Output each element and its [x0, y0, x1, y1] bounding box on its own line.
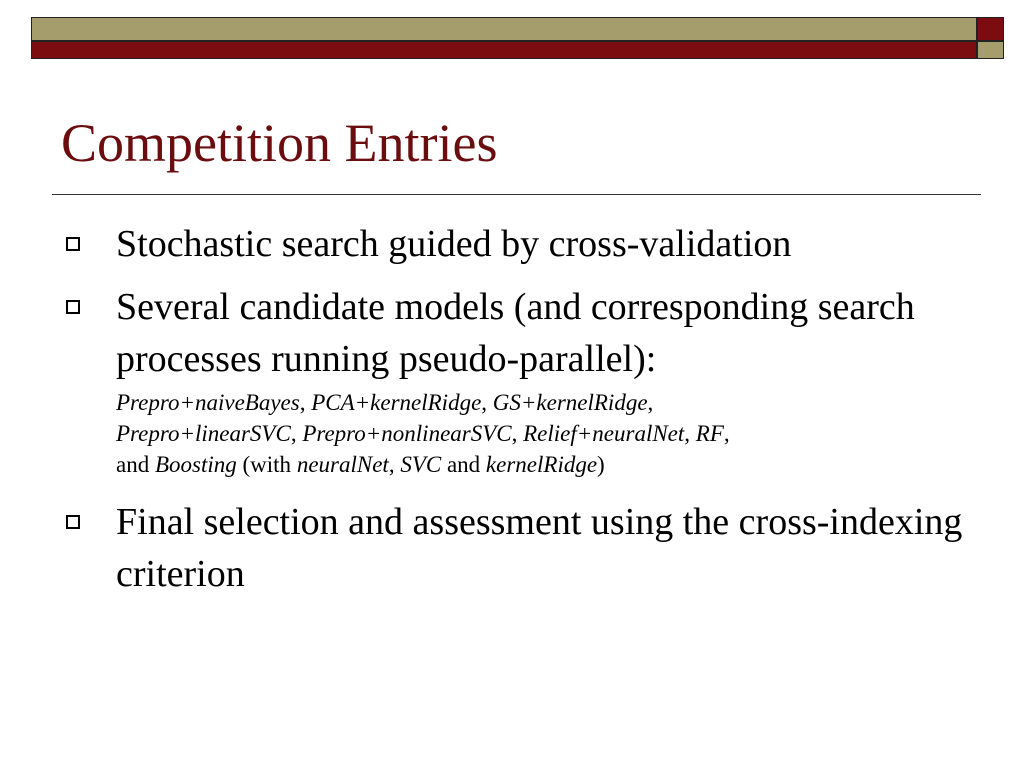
- header-square-red: [977, 17, 1004, 41]
- header-square-olive: [977, 41, 1004, 59]
- and-word: and: [446, 452, 481, 477]
- with-open: (with: [242, 452, 292, 477]
- bullet-item-2: [64, 281, 964, 480]
- square-bullet-icon: [66, 515, 80, 529]
- bullet-text: Final selection and assessment using the cross-indexing criterion: [116, 501, 963, 595]
- model-list: Prepro+naiveBayes, PCA+kernelRidge, GS+kernelRidge, Prepro+linearSVC, Prepro+nonlinearSVC, Relief+neuralNet, RF, and Boosting (with neuralNet, SVC and kernelRidge): [116, 390, 730, 477]
- square-bullet-icon: [66, 300, 80, 314]
- bullet-text: Stochastic search guided by cross-validation: [116, 223, 792, 265]
- model-name: Prepro+naiveBayes: [116, 390, 300, 415]
- boost-model-name: SVC: [400, 452, 442, 477]
- title-divider: [52, 194, 981, 195]
- bullet-item-3: [64, 496, 964, 600]
- bullet-text: Several candidate models (and corresponding search processes running pseudo-parallel):: [116, 286, 915, 380]
- model-name: Prepro+linearSVC: [116, 421, 291, 446]
- square-bullet-icon: [66, 237, 80, 251]
- bullet-list: [64, 218, 964, 600]
- close-paren: ): [597, 452, 605, 477]
- boost-model-name: neuralNet: [296, 452, 389, 477]
- and-word: and: [116, 452, 150, 477]
- header-bar-red: [31, 41, 977, 59]
- model-name: RF: [695, 421, 724, 446]
- model-name: GS+kernelRidge: [492, 390, 648, 415]
- model-name: Relief+neuralNet: [523, 421, 685, 446]
- boost-model-name: kernelRidge: [485, 452, 598, 477]
- slide-title: Competition Entries: [61, 113, 498, 173]
- boosting-label: Boosting: [154, 452, 237, 477]
- bullet-item-1: [64, 218, 964, 270]
- model-name: PCA+kernelRidge: [311, 390, 482, 415]
- header-bar-olive: [31, 17, 977, 41]
- model-name: Prepro+nonlinearSVC: [302, 421, 512, 446]
